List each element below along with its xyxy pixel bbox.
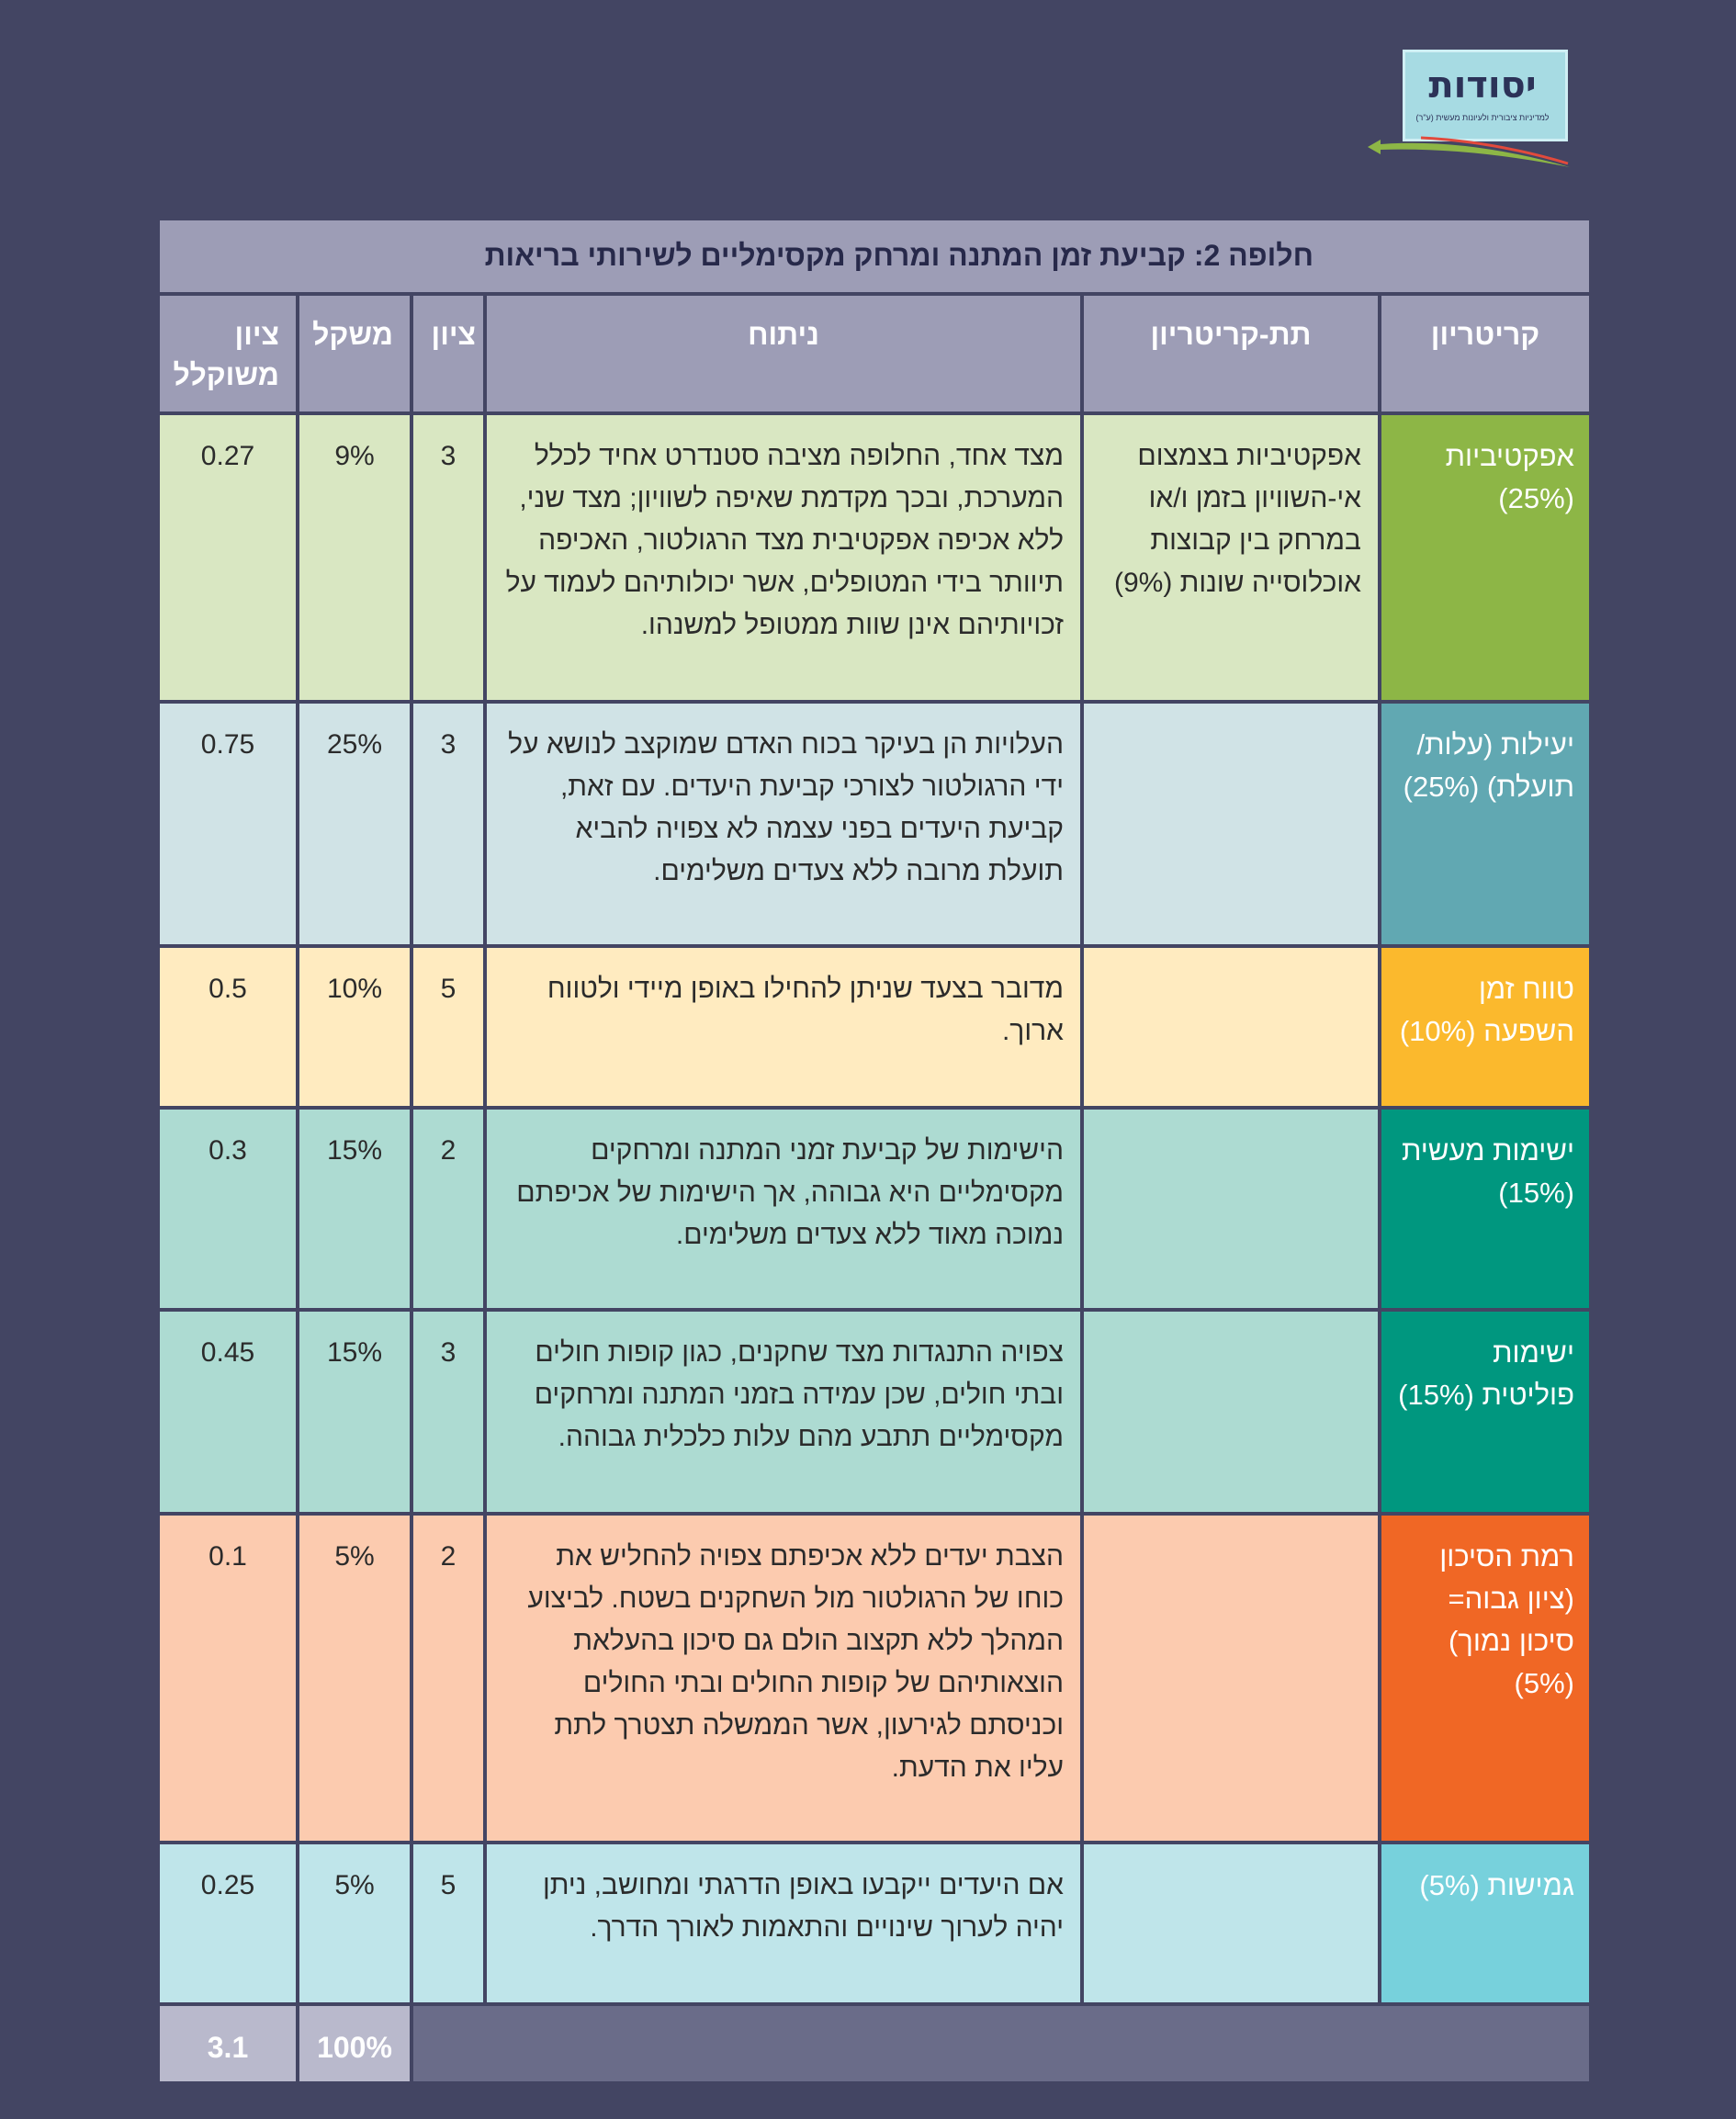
row-sub-criterion — [1084, 704, 1378, 944]
row-weight: 15% — [299, 1312, 410, 1512]
row-weight: 25% — [299, 704, 410, 944]
row-score: 3 — [413, 704, 483, 944]
row-analysis: הצבת יעדים ללא אכיפתם צפויה להחליש את כוחו של הרגולטור מול השחקנים בשטח. לביצוע המהלך ללא תקצוב הולם גם סיכון בהעלאת הוצאותיהם של קופות החולים ובתי החולים וכניסתם לגירעון, אשר הממשלה תצטרך לתת עליו את הדעת. — [487, 1516, 1080, 1841]
row-weighted-score: 0.27 — [160, 415, 296, 700]
row-criterion: טווח זמן השפעה (10%) — [1381, 948, 1589, 1106]
row-sub-criterion: אפקטיביות בצמצום אי-השוויון בזמן ו/או במרחק בין קבוצות אוכלוסייה שונות (9%) — [1084, 415, 1378, 700]
row-weighted-score: 0.45 — [160, 1312, 296, 1512]
row-weight: 5% — [299, 1844, 410, 2002]
row-criterion: יעילות (עלות/ תועלת) (25%) — [1381, 704, 1589, 944]
table-title: חלופה 2: קביעת זמן המתנה ומרחק מקסימליים לשירותי בריאות — [160, 220, 1589, 292]
row-weighted-score: 0.25 — [160, 1844, 296, 2002]
row-analysis: צפויה התנגדות מצד שחקנים, כגון קופות חולים ובתי חולים, שכן עמידה בזמני המתנה ומרחקים מקסימליים תתבע מהם עלות כלכלית גבוהה. — [487, 1312, 1080, 1512]
row-score: 5 — [413, 948, 483, 1106]
row-criterion: ישימות פוליטית (15%) — [1381, 1312, 1589, 1512]
row-sub-criterion — [1084, 1312, 1378, 1512]
row-analysis: מצד אחד, החלופה מציבה סטנדרט אחיד לכלל המערכת, ובכך מקדמת שאיפה לשוויון; מצד שני, ללא אכיפה אפקטיבית מצד הרגולטור, האכיפה תיוותר בידי המטופלים, אשר יכולותיהם לעמוד על זכויותיהם אינן שוות ממטופל למשנהו. — [487, 415, 1080, 700]
row-analysis: מדובר בצעד שניתן להחילו באופן מיידי ולטווח ארוך. — [487, 948, 1080, 1106]
row-weighted-score: 0.3 — [160, 1110, 296, 1308]
row-weighted-score: 0.75 — [160, 704, 296, 944]
row-criterion: רמת הסיכון (ציון גבוה= סיכון נמוך) (5%) — [1381, 1516, 1589, 1841]
row-weight: 15% — [299, 1110, 410, 1308]
totals-filler — [413, 2006, 1589, 2081]
row-analysis: הישימות של קביעת זמני המתנה ומרחקים מקסימליים היא גבוהה, אך הישימות של אכיפתם נמוכה מאוד ללא צעדים משלימים. — [487, 1110, 1080, 1308]
row-weight: 5% — [299, 1516, 410, 1841]
row-sub-criterion — [1084, 1844, 1378, 2002]
row-score: 2 — [413, 1110, 483, 1308]
header-weight: משקל — [299, 296, 410, 411]
header-sub-criterion: תת-קריטריון — [1084, 296, 1378, 411]
header-weighted-score: ציון משוקלל — [160, 296, 296, 411]
yesodot-logo — [1366, 48, 1570, 173]
header-criterion: קריטריון — [1381, 296, 1589, 411]
row-criterion: ישימות מעשית (15%) — [1381, 1110, 1589, 1308]
row-sub-criterion — [1084, 1110, 1378, 1308]
header-score: ציון — [413, 296, 483, 411]
row-score: 5 — [413, 1844, 483, 2002]
row-weight: 9% — [299, 415, 410, 700]
row-weighted-score: 0.5 — [160, 948, 296, 1106]
row-score: 2 — [413, 1516, 483, 1841]
header-analysis: ניתוח — [487, 296, 1080, 411]
logo-box — [1403, 50, 1568, 141]
total-weighted-score: 3.1 — [160, 2006, 296, 2081]
row-analysis: העלויות הן בעיקר בכוח האדם שמוקצב לנושא על ידי הרגולטור לצורכי קביעת היעדים. עם זאת, קביעת היעדים בפני עצמה לא צפויה להביא תועלת מרובה ללא צעדים משלימים. — [487, 704, 1080, 944]
row-sub-criterion — [1084, 948, 1378, 1106]
row-weighted-score: 0.1 — [160, 1516, 296, 1841]
row-criterion: גמישות (5%) — [1381, 1844, 1589, 2002]
logo-arrow-icon — [1366, 136, 1570, 173]
row-weight: 10% — [299, 948, 410, 1106]
row-analysis: אם היעדים ייקבעו באופן הדרגתי ומחושב, ניתן יהיה לערוך שינויים והתאמות לאורך הדרך. — [487, 1844, 1080, 2002]
row-sub-criterion — [1084, 1516, 1378, 1841]
logo-title: יסודות — [1428, 64, 1537, 107]
row-score: 3 — [413, 1312, 483, 1512]
criteria-table — [160, 220, 1574, 2064]
logo-subtitle: למדיניות ציבורית ולעיונות מעשית (ע"ר) — [1415, 113, 1550, 122]
total-weight: 100% — [299, 2006, 410, 2081]
row-score: 3 — [413, 415, 483, 700]
row-criterion: אפקטיביות (25%) — [1381, 415, 1589, 700]
